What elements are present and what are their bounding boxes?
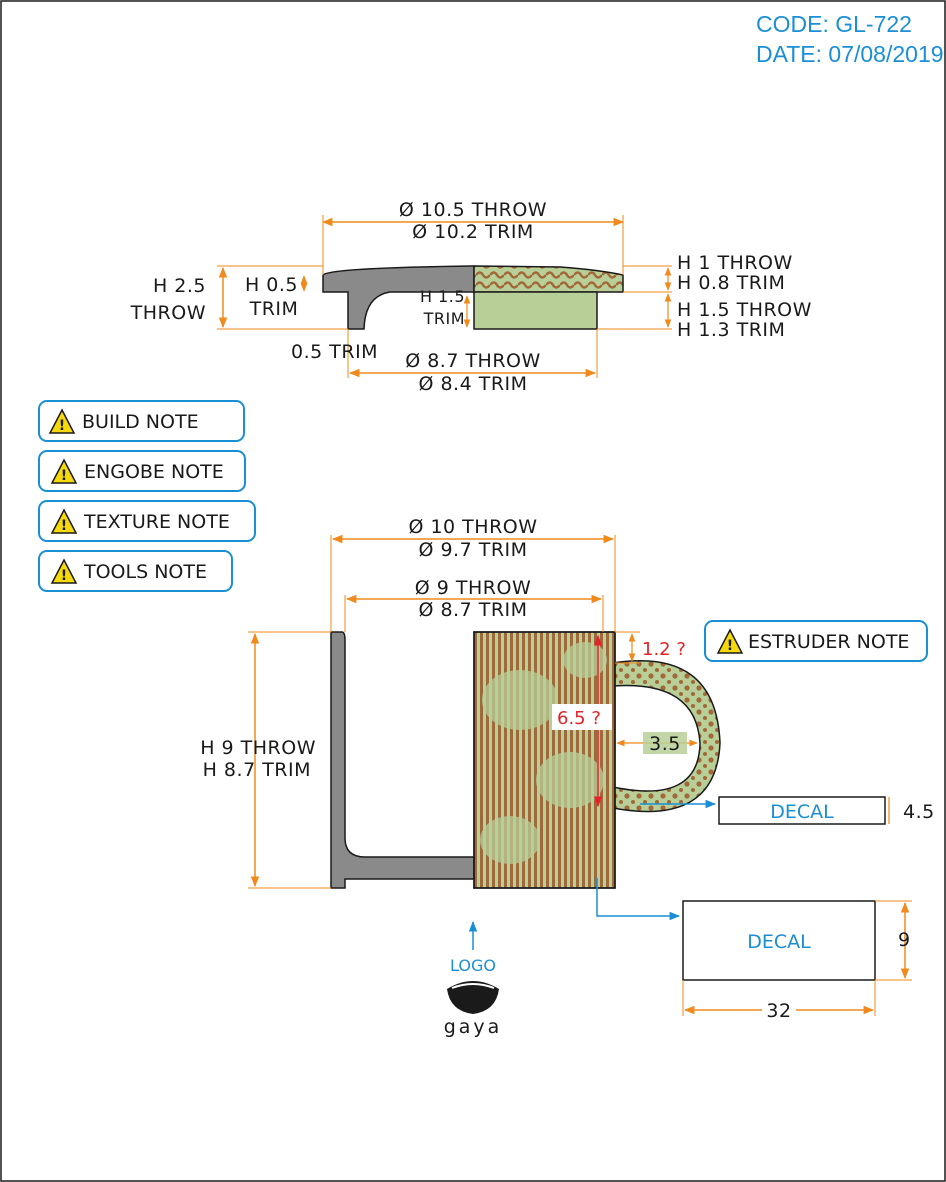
lid-flange-inner-suffix: TRIM xyxy=(423,309,465,328)
lid-flange-height-throw: H 1.5 THROW xyxy=(677,299,812,321)
mug-inner-diameter-trim: Ø 8.7 TRIM xyxy=(418,599,528,621)
note-estruder-label: ESTRUDER NOTE xyxy=(748,631,910,653)
lid-wall-label: 0.5 TRIM xyxy=(291,341,379,363)
svg-text:!: ! xyxy=(60,568,68,584)
decal-handle-label: DECAL xyxy=(770,801,834,823)
mug-cross-section xyxy=(331,632,474,888)
svg-text:!: ! xyxy=(60,468,68,484)
mug-section xyxy=(200,516,720,888)
gaya-bowl-icon xyxy=(447,981,499,1014)
lid-top-exterior xyxy=(474,266,623,292)
svg-text:!: ! xyxy=(60,518,68,534)
svg-text:!: ! xyxy=(58,418,66,434)
decal-body[interactable] xyxy=(597,878,875,980)
lid-rim-height-trim: H 0.8 TRIM xyxy=(677,272,786,294)
lid-flange-inner-value: H 1.5 xyxy=(419,287,465,306)
note-build-label: BUILD NOTE xyxy=(82,411,199,433)
lid-flange-exterior xyxy=(474,292,597,329)
code-label: CODE: GL-722 xyxy=(756,11,912,37)
lid-inner-height-value: H 0.5 xyxy=(244,274,298,296)
decal-body-label: DECAL xyxy=(747,931,811,953)
mug-outer-diameter-trim: Ø 9.7 TRIM xyxy=(418,539,528,561)
handle-width-label: 3.5 xyxy=(649,733,681,755)
note-tools-label: TOOLS NOTE xyxy=(84,561,207,583)
note-engobe-label: ENGOBE NOTE xyxy=(84,461,224,483)
note-estruder[interactable] xyxy=(705,621,927,661)
lid-top-diameter-trim: Ø 10.2 TRIM xyxy=(412,221,534,243)
logo-brand: gaya xyxy=(443,1016,503,1038)
lid-total-height-value: H 2.5 xyxy=(152,275,206,297)
mug-inner-diameter-throw: Ø 9 THROW xyxy=(414,577,532,599)
svg-text:!: ! xyxy=(726,638,734,654)
note-texture-label: TEXTURE NOTE xyxy=(84,511,230,533)
lid-section xyxy=(130,199,812,395)
date-label: DATE: 07/08/2019 xyxy=(756,41,944,67)
mug-height-throw: H 9 THROW xyxy=(200,737,316,759)
decal-body-width: 32 xyxy=(766,1000,792,1022)
handle-offset-label: 1.2 ? xyxy=(642,639,686,660)
decal-handle-height: 4.5 xyxy=(903,801,935,823)
lid-inner-height-suffix: TRIM xyxy=(249,298,299,320)
logo-block xyxy=(444,922,503,1038)
handle-height-label: 6.5 ? xyxy=(557,708,601,729)
decal-body-height: 9 xyxy=(898,929,911,951)
note-tools[interactable] xyxy=(39,551,232,591)
lid-bottom-diameter-trim: Ø 8.4 TRIM xyxy=(418,373,528,395)
lid-flange-height-trim: H 1.3 TRIM xyxy=(677,319,786,341)
note-texture[interactable] xyxy=(39,501,255,541)
lid-rim-height-throw: H 1 THROW xyxy=(677,252,793,274)
note-engobe[interactable] xyxy=(39,451,245,491)
mug-height-trim: H 8.7 TRIM xyxy=(202,759,311,781)
lid-bottom-diameter-throw: Ø 8.7 THROW xyxy=(405,350,541,372)
mug-outer-diameter-throw: Ø 10 THROW xyxy=(408,516,538,538)
logo-label: LOGO xyxy=(450,956,496,975)
lid-top-diameter-throw: Ø 10.5 THROW xyxy=(398,199,548,221)
lid-total-height-suffix: THROW xyxy=(130,302,206,324)
note-build[interactable] xyxy=(39,401,244,441)
